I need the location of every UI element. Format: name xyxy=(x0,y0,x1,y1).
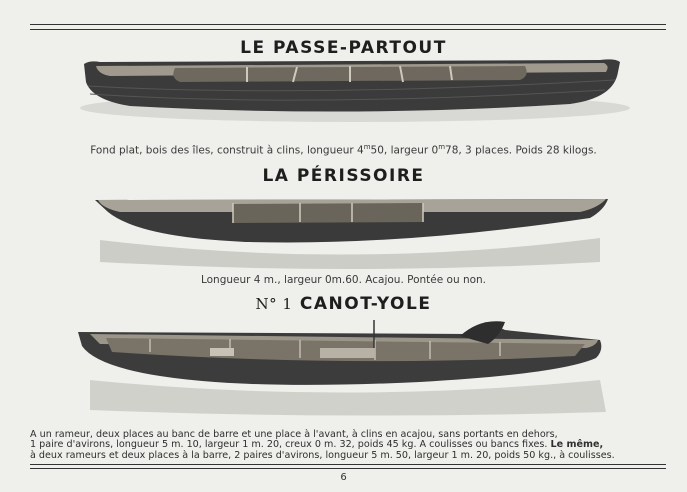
caption-sup-1: m xyxy=(363,143,371,151)
perissoire-caption: Longueur 4 m., largeur 0m.60. Acajou. Pontée ou non. xyxy=(200,274,487,286)
bottom-rule xyxy=(30,468,666,469)
caption-part-3: 78, 3 places. Poids 28 kilogs. xyxy=(445,144,597,157)
caption-part-1: Fond plat, bois des îles, construit à clins, longueur 4 xyxy=(90,144,364,157)
page-number: 6 xyxy=(340,472,347,483)
description-line-2-bold: Le même, xyxy=(550,439,604,451)
caption-sup-2: m xyxy=(438,143,446,151)
passe-partout-title: LE PASSE-PARTOUT xyxy=(240,38,447,58)
caption-part-2: 50, largeur 0 xyxy=(370,144,439,157)
description-line-3: à deux rameurs et deux places à la barre, 2 paires d'avirons, longueur 5 m. 50, largeur 1 m. 20, poids 50 kg., à coulisses. xyxy=(30,449,615,461)
description-line-1: A un rameur, deux places au banc de barre et une place à l'avant, à clins en acajou, sans portants en dehors, xyxy=(30,429,558,440)
description-line-2-text: 1 paire d'avirons, longueur 5 m. 10, largeur 1 m. 20, creux 0 m. 32, poids 45 kg. A coulisses ou bancs fixes. xyxy=(30,439,548,451)
perissoire-title: LA PÉRISSOIRE xyxy=(262,166,425,186)
canot-yole-number: N° 1 xyxy=(255,295,293,313)
canot-yole-title: CANOT-YOLE xyxy=(299,294,432,314)
bottom-rule-thin xyxy=(30,464,666,465)
canot-yole-description xyxy=(30,430,670,461)
